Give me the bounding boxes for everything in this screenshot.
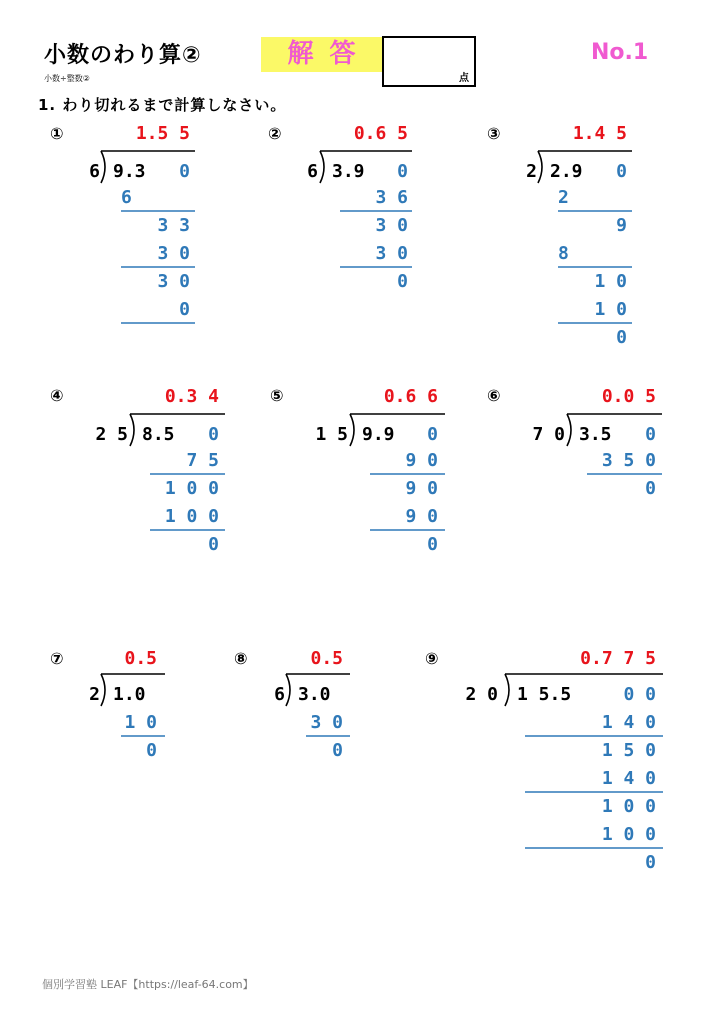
step-product: 3 0 [310, 712, 343, 733]
step-remainder: 1 0 0 [164, 478, 219, 499]
dividend: 3.9 [332, 161, 365, 182]
division-bracket [538, 151, 542, 183]
page-subtitle: 小数÷整数② [44, 74, 90, 83]
page-title: 小数のわり算② [44, 43, 202, 68]
problem-label: ⑥ [487, 386, 501, 405]
division-bracket [101, 151, 105, 183]
step-remainder: 1 0 [594, 271, 627, 292]
step-product: 8 [558, 243, 569, 264]
problem-label: ④ [50, 386, 64, 405]
division-bracket [350, 414, 354, 446]
quotient: 0.7 7 5 [580, 648, 656, 669]
step-remainder: 0 [616, 327, 627, 348]
divisor: 7 0 [532, 424, 565, 445]
step-product: 1 4 0 [601, 712, 656, 733]
divisor: 6 [274, 684, 285, 705]
step-product: 0 [179, 299, 190, 320]
problem-label: ② [268, 124, 282, 143]
problem-label: ⑧ [234, 649, 248, 668]
extended-digits: 0 [645, 424, 656, 445]
step-remainder: 0 [332, 740, 343, 761]
sheet-number: No.1 [591, 40, 649, 65]
divisor: 6 [307, 161, 318, 182]
divisor: 2 [89, 684, 100, 705]
step-remainder: 1 5 0 [601, 740, 656, 761]
divisor: 6 [89, 161, 100, 182]
step-product: 9 0 [405, 506, 438, 527]
division-bracket [320, 151, 324, 183]
divisor: 2 5 [95, 424, 128, 445]
divisor: 1 5 [315, 424, 348, 445]
quotient: 0.3 4 [164, 386, 219, 407]
dividend: 1 5.5 [517, 684, 572, 705]
step-remainder: 0 [427, 534, 438, 555]
dividend: 9.9 [362, 424, 395, 445]
extended-digits: 0 [208, 424, 219, 445]
extended-digits: 0 [616, 161, 627, 182]
quotient: 0.6 6 [383, 386, 438, 407]
division-bracket [101, 674, 105, 706]
problem-label: ⑤ [270, 386, 284, 405]
step-remainder: 1 0 0 [601, 796, 656, 817]
dividend: 2.9 [550, 161, 583, 182]
step-product: 3 0 [157, 243, 190, 264]
quotient: 0.0 5 [601, 386, 656, 407]
quotient: 1.4 5 [572, 123, 627, 144]
step-product: 3 0 [375, 243, 408, 264]
problem-label: ⑨ [425, 649, 439, 668]
quotient: 0.5 [124, 648, 157, 669]
division-bracket [130, 414, 134, 446]
division-bracket [505, 674, 509, 706]
division-bracket [567, 414, 571, 446]
extended-digits: 0 [427, 424, 438, 445]
step-product: 1 0 0 [164, 506, 219, 527]
step-product: 3 6 [375, 187, 408, 208]
step-remainder: 0 [146, 740, 157, 761]
problem-label: ⑦ [50, 649, 64, 668]
dividend: 1.0 [113, 684, 146, 705]
step-product: 1 0 0 [601, 824, 656, 845]
step-product: 9 0 [405, 450, 438, 471]
step-product: 1 0 [594, 299, 627, 320]
extended-digits: 0 [397, 161, 408, 182]
dividend: 3.0 [298, 684, 331, 705]
quotient: 0.6 5 [353, 123, 408, 144]
quotient: 0.5 [310, 648, 343, 669]
instruction: 1. わり切れるまで計算しなさい。 [38, 96, 287, 114]
problem-label: ① [50, 124, 64, 143]
step-remainder: 0 [397, 271, 408, 292]
dividend: 3.5 [579, 424, 612, 445]
problem-label: ③ [487, 124, 501, 143]
answer-label: 解答 [261, 37, 382, 72]
step-remainder: 0 [645, 852, 656, 873]
divisor: 2 [526, 161, 537, 182]
step-product: 3 5 0 [601, 450, 656, 471]
dividend: 9.3 [113, 161, 146, 182]
footer: 個別学習塾 LEAF【https://leaf-64.com】 [42, 978, 254, 991]
division-bracket [286, 674, 290, 706]
extended-digits: 0 0 [623, 684, 656, 705]
extended-digits: 0 [179, 161, 190, 182]
step-remainder: 0 [645, 478, 656, 499]
step-remainder: 3 0 [375, 215, 408, 236]
step-product: 6 [121, 187, 132, 208]
step-remainder: 0 [208, 534, 219, 555]
dividend: 8.5 [142, 424, 175, 445]
step-remainder: 3 3 [157, 215, 190, 236]
step-remainder: 9 [616, 215, 627, 236]
step-product: 1 4 0 [601, 768, 656, 789]
step-remainder: 9 0 [405, 478, 438, 499]
quotient: 1.5 5 [135, 123, 190, 144]
step-product: 2 [558, 187, 569, 208]
step-remainder: 3 0 [157, 271, 190, 292]
divisor: 2 0 [465, 684, 498, 705]
step-product: 1 0 [124, 712, 157, 733]
step-product: 7 5 [186, 450, 219, 471]
score-label: 点 [459, 73, 469, 84]
